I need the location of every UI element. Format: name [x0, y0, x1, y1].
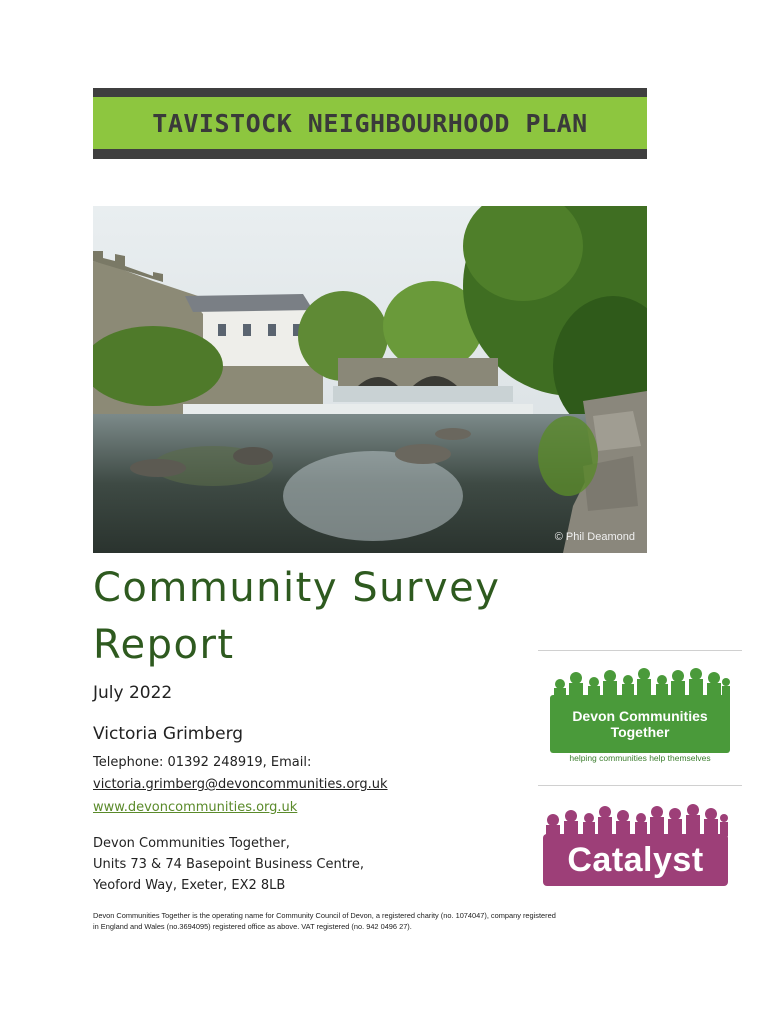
cover-photo-river-weir [93, 206, 647, 553]
dct-logo [550, 695, 730, 753]
dct-logo-name-line2: Together [610, 724, 670, 740]
cover-photo-illustration [93, 206, 647, 553]
plan-banner-title: TAVISTOCK NEIGHBOURHOOD PLAN [152, 108, 588, 138]
catalyst-logo-name: Catalyst [567, 840, 704, 879]
report-title-line2: Report [93, 622, 235, 668]
address-line: Devon Communities Together, [93, 836, 290, 851]
footnote-line: in England and Wales (no.3694095) registered office as above. VAT registered (no. 942 0496 27). [93, 922, 412, 931]
address-line: Units 73 & 74 Basepoint Business Centre, [93, 857, 364, 872]
logo-divider [538, 785, 742, 786]
report-title [93, 560, 500, 674]
photo-credit: © Phil Deamond [554, 531, 635, 543]
logo-divider [538, 650, 742, 651]
website-link[interactable]: www.devoncommunities.org.uk [93, 800, 298, 815]
dct-logo-tagline: helping communities help themselves [569, 753, 711, 763]
charity-footnote [93, 910, 683, 932]
contact-email-link[interactable]: victoria.grimberg@devoncommunities.org.uk [93, 777, 388, 792]
dct-logo-name-line1: Devon Communities [572, 708, 708, 724]
report-date: July 2022 [93, 683, 173, 703]
postal-address [93, 833, 364, 896]
plan-banner [93, 88, 647, 159]
address-line: Yeoford Way, Exeter, EX2 8LB [93, 878, 286, 893]
plan-banner-green-band [93, 97, 647, 149]
footnote-line: Devon Communities Together is the operating name for Community Council of Devon, a registered charity (no. 1074047), company registered [93, 911, 556, 920]
report-title-line1: Community Survey [93, 565, 501, 611]
contact-phone: Telephone: 01392 248919, Email: [93, 755, 312, 770]
author-name: Victoria Grimberg [93, 724, 244, 744]
catalyst-logo [543, 834, 728, 886]
